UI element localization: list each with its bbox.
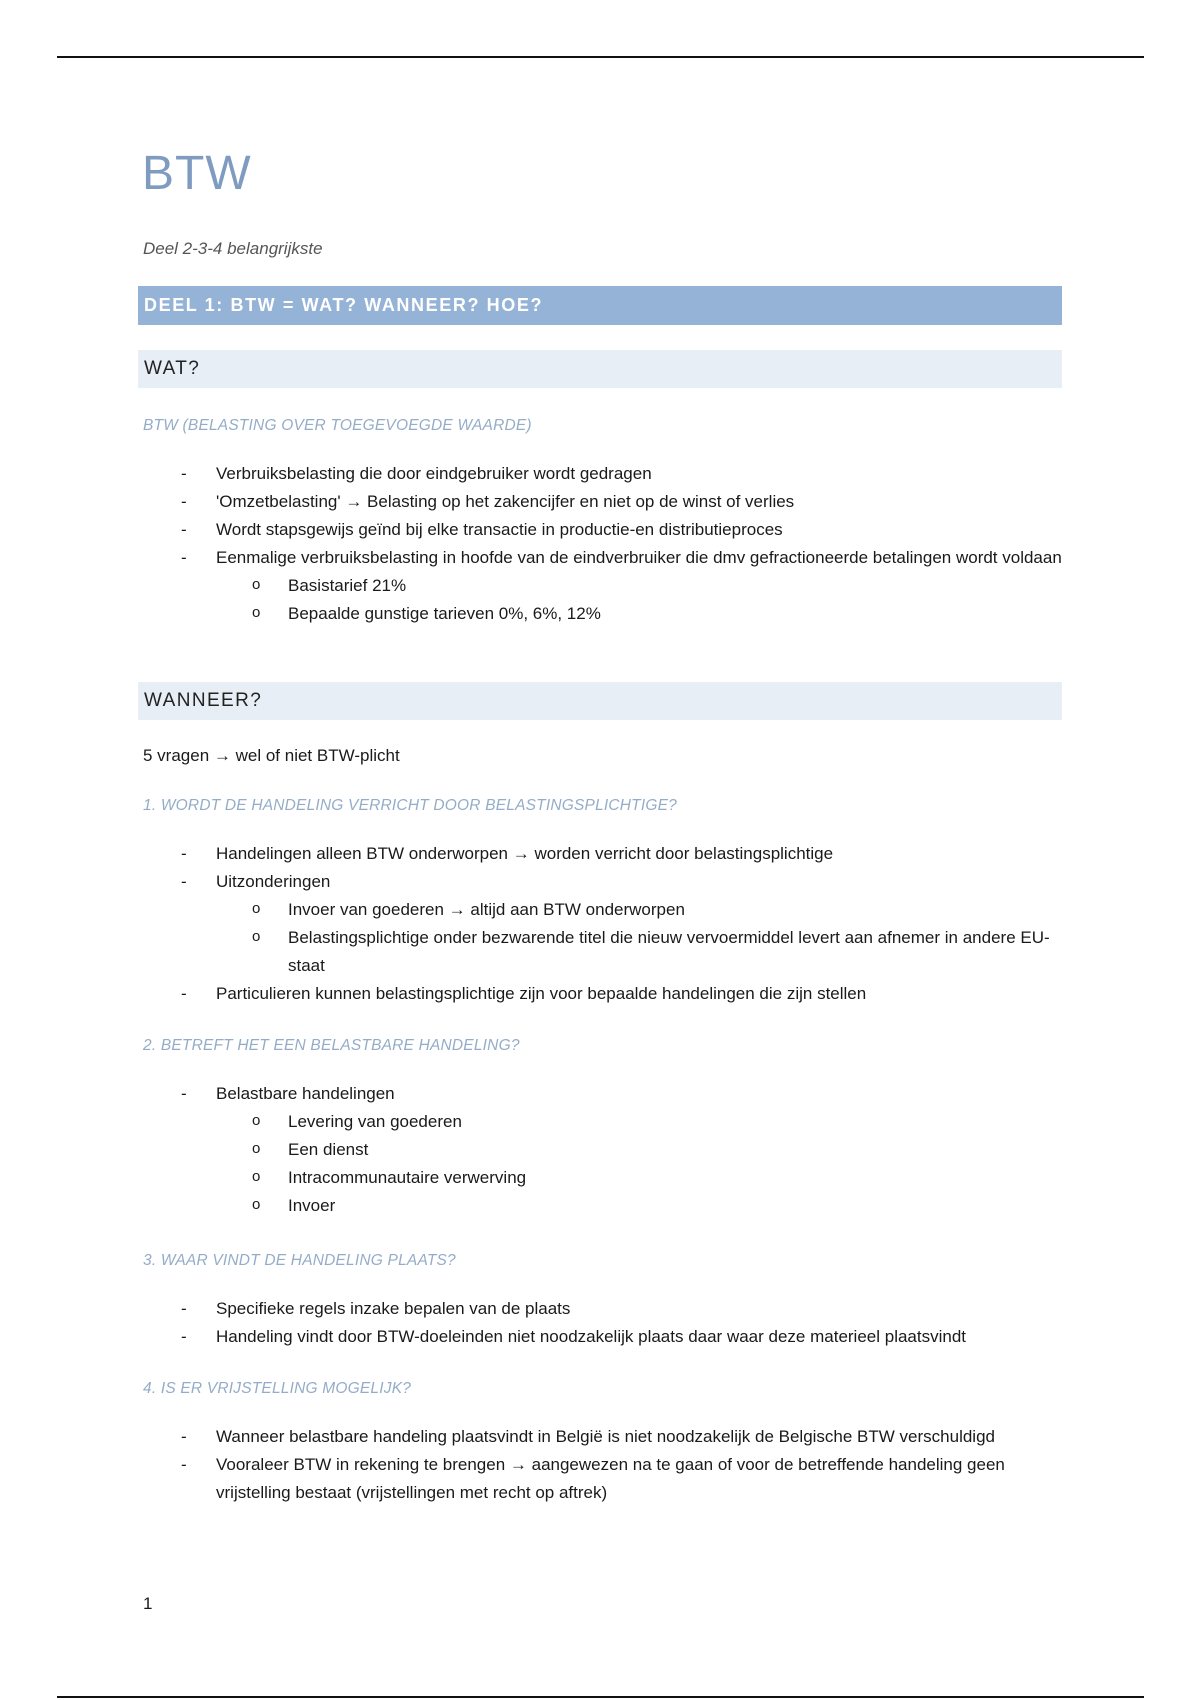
subheading-q4: 4. IS ER VRIJSTELLING MOGELIJK?: [143, 1380, 412, 1397]
subheading-btw: BTW (BELASTING OVER TOEGEVOEGDE WAARDE): [143, 417, 532, 434]
q2-list: [0, 1080, 1076, 1220]
list-item: - Handeling vindt door BTW-doeleinden niet noodzakelijk plaats daar waar deze materieel plaatsvindt: [0, 1323, 1076, 1351]
sub-list-item: o Basistarief 21%: [216, 572, 1076, 600]
wanneer-intro: 5 vragen → wel of niet BTW-plicht: [143, 746, 400, 765]
document-title: BTW: [142, 147, 252, 200]
sub-list: [216, 1108, 1076, 1220]
sub-list-item: o Invoer: [216, 1192, 1076, 1220]
section-heading-wat: WAT?: [138, 350, 1062, 388]
list-item: - Wanneer belastbare handeling plaatsvindt in België is niet noodzakelijk de Belgische BTW verschuldigd: [0, 1423, 1076, 1451]
header-rule: [57, 56, 1144, 58]
q4-list: [0, 1423, 1076, 1507]
q3-list: [0, 1295, 1076, 1351]
list-item: - Verbruiksbelasting die door eindgebruiker wordt gedragen: [0, 460, 1076, 488]
list-item: [0, 868, 1076, 980]
list-item: - Specifieke regels inzake bepalen van de plaats: [0, 1295, 1076, 1323]
footer-rule: [57, 1696, 1144, 1698]
list-item: [0, 544, 1076, 628]
list-item-text: Eenmalige verbruiksbelasting in hoofde van de eindverbruiker die dmv gefractioneerde betalingen wordt voldaan: [216, 548, 1062, 567]
subheading-q2: 2. BETREFT HET EEN BELASTBARE HANDELING?: [143, 1037, 520, 1054]
subheading-q3: 3. WAAR VINDT DE HANDELING PLAATS?: [143, 1252, 456, 1269]
list-item: [0, 1080, 1076, 1220]
list-item: - Wordt stapsgewijs geïnd bij elke transactie in productie-en distributieproces: [0, 516, 1076, 544]
page-number: 1: [143, 1594, 153, 1613]
sub-list-item: o Bepaalde gunstige tarieven 0%, 6%, 12%: [216, 600, 1076, 628]
sub-list-item: o Levering van goederen: [216, 1108, 1076, 1136]
sub-list-item: o Een dienst: [216, 1136, 1076, 1164]
sub-list-item: o Invoer van goederen → altijd aan BTW onderworpen: [216, 896, 1076, 924]
wat-list: [0, 460, 1076, 628]
sub-list: [216, 572, 1076, 628]
list-item: - Handelingen alleen BTW onderworpen → worden verricht door belastingsplichtige: [0, 840, 1076, 868]
section-heading-wanneer: WANNEER?: [138, 682, 1062, 720]
document-subtitle: Deel 2-3-4 belangrijkste: [143, 239, 323, 258]
subheading-q1: 1. WORDT DE HANDELING VERRICHT DOOR BELASTINGSPLICHTIGE?: [143, 797, 677, 814]
list-item: - Vooraleer BTW in rekening te brengen → aangewezen na te gaan of voor de betreffende handeling geen vrijstelling bestaat (vrijstellingen met recht op aftrek): [0, 1451, 1076, 1507]
list-item-text: Belastbare handelingen: [216, 1084, 395, 1103]
part-banner: DEEL 1: BTW = WAT? WANNEER? HOE?: [138, 286, 1062, 325]
list-item-text: Uitzonderingen: [216, 872, 331, 891]
sub-list-item: o Intracommunautaire verwerving: [216, 1164, 1076, 1192]
list-item: - 'Omzetbelasting' → Belasting op het zakencijfer en niet op de winst of verlies: [0, 488, 1076, 516]
q1-list: [0, 840, 1076, 1008]
list-item: - Particulieren kunnen belastingsplichtige zijn voor bepaalde handelingen die zijn stellen: [0, 980, 1076, 1008]
sub-list-item: o Belastingsplichtige onder bezwarende titel die nieuw vervoermiddel levert aan afnemer in andere EU-staat: [216, 924, 1076, 980]
sub-list: [216, 896, 1076, 980]
